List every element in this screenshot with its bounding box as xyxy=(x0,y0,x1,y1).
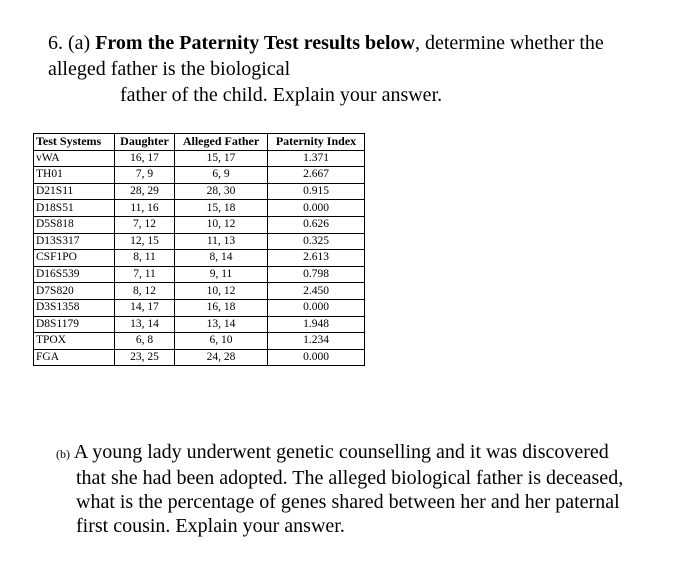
cell-daughter: 8, 12 xyxy=(115,283,175,300)
cell-alleged-father: 15, 18 xyxy=(175,200,268,217)
cell-paternity-index: 0.000 xyxy=(268,200,365,217)
table-row xyxy=(34,216,365,233)
cell-paternity-index: 0.325 xyxy=(268,233,365,250)
cell-paternity-index: 1.948 xyxy=(268,316,365,333)
table-header-row xyxy=(34,134,365,151)
cell-alleged-father: 6, 10 xyxy=(175,333,268,350)
cell-test-system: D13S317 xyxy=(34,233,115,250)
cell-paternity-index: 0.915 xyxy=(268,183,365,200)
cell-daughter: 8, 11 xyxy=(115,250,175,267)
header-test-systems: Test Systems xyxy=(34,134,115,151)
question-a-line2: alleged father is the biological xyxy=(48,58,291,80)
question-b-line2: that she had been adopted. The alleged biological father is deceased, xyxy=(76,467,624,489)
cell-paternity-index: 2.667 xyxy=(268,167,365,184)
header-alleged-father: Alleged Father xyxy=(175,134,268,151)
cell-daughter: 7, 12 xyxy=(115,216,175,233)
table-row xyxy=(34,183,365,200)
cell-test-system: D7S820 xyxy=(34,283,115,300)
cell-alleged-father: 15, 17 xyxy=(175,150,268,167)
question-b-line4: first cousin. Explain your answer. xyxy=(76,515,345,537)
table-row xyxy=(34,333,365,350)
cell-daughter: 7, 11 xyxy=(115,266,175,283)
question-a-bold: From the Paternity Test results below xyxy=(95,32,415,54)
question-a-line3: father of the child. Explain your answer. xyxy=(120,84,443,106)
cell-alleged-father: 6, 9 xyxy=(175,167,268,184)
cell-alleged-father: 8, 14 xyxy=(175,250,268,267)
cell-paternity-index: 0.626 xyxy=(268,216,365,233)
cell-test-system: vWA xyxy=(34,150,115,167)
question-a-rest: , determine whether the xyxy=(415,32,604,54)
cell-alleged-father: 28, 30 xyxy=(175,183,268,200)
cell-alleged-father: 9, 11 xyxy=(175,266,268,283)
cell-daughter: 23, 25 xyxy=(115,349,175,366)
cell-test-system: CSF1PO xyxy=(34,250,115,267)
cell-paternity-index: 2.450 xyxy=(268,283,365,300)
table-row xyxy=(34,200,365,217)
cell-test-system: D8S1179 xyxy=(34,316,115,333)
question-a xyxy=(48,30,688,108)
table-row xyxy=(34,283,365,300)
cell-paternity-index: 1.234 xyxy=(268,333,365,350)
question-b-line3: what is the percentage of genes shared between her and her paternal xyxy=(76,491,620,513)
cell-daughter: 6, 8 xyxy=(115,333,175,350)
cell-alleged-father: 10, 12 xyxy=(175,216,268,233)
cell-paternity-index: 0.000 xyxy=(268,299,365,316)
header-daughter: Daughter xyxy=(115,134,175,151)
table-row xyxy=(34,250,365,267)
cell-paternity-index: 2.613 xyxy=(268,250,365,267)
table-row xyxy=(34,316,365,333)
table-row xyxy=(34,266,365,283)
header-paternity-index: Paternity Index xyxy=(268,134,365,151)
cell-daughter: 7, 9 xyxy=(115,167,175,184)
question-b-tag: (b) xyxy=(56,447,70,461)
cell-test-system: D21S11 xyxy=(34,183,115,200)
cell-alleged-father: 10, 12 xyxy=(175,283,268,300)
cell-paternity-index: 0.000 xyxy=(268,349,365,366)
question-a-prefix: 6. (a) xyxy=(48,32,96,54)
cell-paternity-index: 1.371 xyxy=(268,150,365,167)
cell-daughter: 28, 29 xyxy=(115,183,175,200)
cell-daughter: 16, 17 xyxy=(115,150,175,167)
table-row xyxy=(34,299,365,316)
cell-test-system: FGA xyxy=(34,349,115,366)
table-row xyxy=(34,150,365,167)
cell-test-system: D5S818 xyxy=(34,216,115,233)
cell-alleged-father: 13, 14 xyxy=(175,316,268,333)
cell-daughter: 14, 17 xyxy=(115,299,175,316)
paternity-test-table xyxy=(33,133,365,366)
cell-test-system: TPOX xyxy=(34,333,115,350)
table-row xyxy=(34,167,365,184)
question-b-line1: A young lady underwent genetic counselling and it was discovered xyxy=(73,441,609,463)
cell-daughter: 11, 16 xyxy=(115,200,175,217)
cell-alleged-father: 11, 13 xyxy=(175,233,268,250)
cell-daughter: 13, 14 xyxy=(115,316,175,333)
cell-alleged-father: 24, 28 xyxy=(175,349,268,366)
cell-test-system: TH01 xyxy=(34,167,115,184)
question-b xyxy=(56,440,676,538)
cell-alleged-father: 16, 18 xyxy=(175,299,268,316)
cell-daughter: 12, 15 xyxy=(115,233,175,250)
table-row xyxy=(34,349,365,366)
cell-test-system: D3S1358 xyxy=(34,299,115,316)
cell-test-system: D16S539 xyxy=(34,266,115,283)
cell-paternity-index: 0.798 xyxy=(268,266,365,283)
cell-test-system: D18S51 xyxy=(34,200,115,217)
table-row xyxy=(34,233,365,250)
